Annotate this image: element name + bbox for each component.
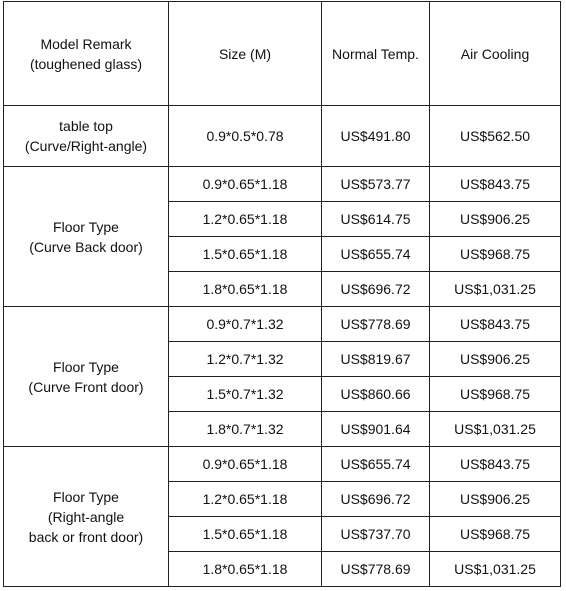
size-cell: 1.5*0.7*1.32 (169, 377, 322, 412)
group-label-line: Floor Type (53, 488, 119, 505)
air-cooling-price: US$968.75 (430, 237, 561, 272)
group-label-curve-front-door (4, 307, 169, 447)
group-label-line: Floor Type (53, 218, 119, 235)
size-cell: 0.9*0.65*1.18 (169, 167, 322, 202)
normal-temp-price: US$778.69 (322, 307, 430, 342)
air-cooling-price: US$906.25 (430, 482, 561, 517)
group-label-right-angle-door (4, 447, 169, 587)
normal-temp-price: US$860.66 (322, 377, 430, 412)
normal-temp-price: US$901.64 (322, 412, 430, 447)
air-cooling-price: US$906.25 (430, 202, 561, 237)
header-size: Size (M) (169, 2, 322, 106)
header-air-cooling: Air Cooling (430, 2, 561, 106)
air-cooling-price: US$843.75 (430, 447, 561, 482)
group-label-line: (Right-angle (47, 508, 125, 525)
air-cooling-price: US$1,031.25 (430, 552, 561, 587)
group-label-line: table top (59, 118, 113, 134)
table-row (4, 307, 561, 342)
air-cooling-price: US$906.25 (430, 342, 561, 377)
normal-temp-price: US$655.74 (322, 237, 430, 272)
table-row (4, 106, 561, 167)
size-cell: 1.8*0.7*1.32 (169, 412, 322, 447)
group-label-table-top (4, 106, 169, 167)
air-cooling-price: US$968.75 (430, 377, 561, 412)
air-cooling-price: US$843.75 (430, 167, 561, 202)
air-cooling-price: US$968.75 (430, 517, 561, 552)
air-cooling-price: US$1,031.25 (430, 412, 561, 447)
table-row (4, 167, 561, 202)
header-model-remark (4, 2, 169, 106)
size-cell: 1.2*0.65*1.18 (169, 482, 322, 517)
group-label-line: back or front door) (28, 528, 144, 545)
air-cooling-price: US$562.50 (430, 106, 561, 167)
normal-temp-price: US$573.77 (322, 167, 430, 202)
size-cell: 0.9*0.7*1.32 (169, 307, 322, 342)
size-cell: 1.8*0.65*1.18 (169, 272, 322, 307)
header-normal-temp: Normal Temp. (322, 2, 430, 106)
normal-temp-price: US$491.80 (322, 106, 430, 167)
size-cell: 1.5*0.65*1.18 (169, 237, 322, 272)
normal-temp-price: US$737.70 (322, 517, 430, 552)
normal-temp-price: US$778.69 (322, 552, 430, 587)
normal-temp-price: US$696.72 (322, 272, 430, 307)
air-cooling-price: US$1,031.25 (430, 272, 561, 307)
header-model-remark-line1: Model Remark (40, 35, 132, 52)
normal-temp-price: US$696.72 (322, 482, 430, 517)
table-row (4, 447, 561, 482)
header-model-remark-line2: (toughened glass) (29, 55, 143, 72)
size-cell: 1.5*0.65*1.18 (169, 517, 322, 552)
size-cell: 0.9*0.5*0.78 (169, 106, 322, 167)
group-label-line: (Curve Back door) (29, 238, 143, 255)
price-table (3, 1, 561, 587)
group-label-line: (Curve Front door) (28, 378, 144, 395)
normal-temp-price: US$614.75 (322, 202, 430, 237)
size-cell: 1.2*0.65*1.18 (169, 202, 322, 237)
normal-temp-price: US$819.67 (322, 342, 430, 377)
header-row (4, 2, 561, 106)
size-cell: 0.9*0.65*1.18 (169, 447, 322, 482)
size-cell: 1.8*0.65*1.18 (169, 552, 322, 587)
size-cell: 1.2*0.7*1.32 (169, 342, 322, 377)
group-label-line: Floor Type (53, 358, 119, 375)
air-cooling-price: US$843.75 (430, 307, 561, 342)
normal-temp-price: US$655.74 (322, 447, 430, 482)
group-label-curve-back-door (4, 167, 169, 307)
group-label-line: (Curve/Right-angle) (24, 138, 148, 154)
